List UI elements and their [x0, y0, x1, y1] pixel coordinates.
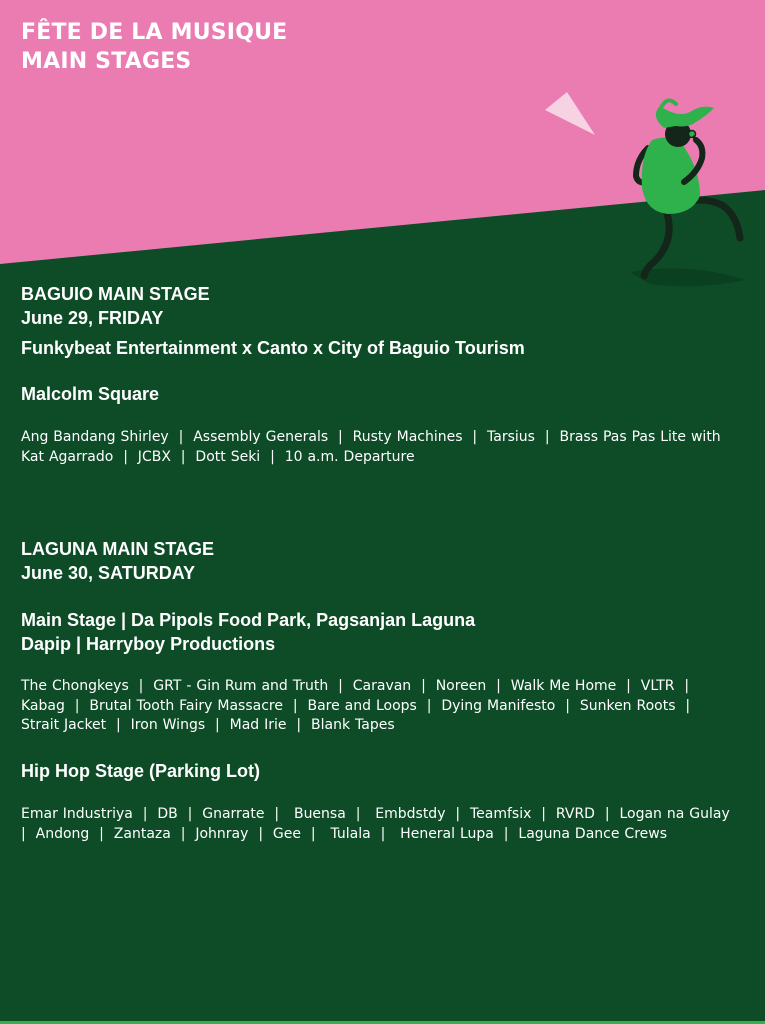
baguio-venue: Malcolm Square [21, 384, 160, 404]
laguna-stage-date: June 30, SATURDAY [21, 563, 196, 583]
hiphop-stage-title: Hip Hop Stage (Parking Lot) [21, 761, 261, 781]
baguio-stage-title: BAGUIO MAIN STAGE [21, 284, 210, 304]
baguio-organizers: Funkybeat Entertainment x Canto x City of Baguio Tourism [21, 338, 525, 358]
baguio-stage-date: June 29, FRIDAY [21, 308, 164, 328]
header-line-2: MAIN STAGES [21, 49, 192, 74]
laguna-acts-block [21, 677, 741, 736]
laguna-title-block [21, 537, 741, 585]
laguna-venue: Main Stage | Da Pipols Food Park, Pagsanjan Laguna [21, 610, 476, 630]
baguio-acts-block [21, 428, 741, 467]
baguio-title-block [21, 282, 741, 330]
hiphop-acts-block [21, 805, 741, 844]
laguna-venue-block [21, 608, 741, 656]
baguio-organizers-block [21, 336, 741, 360]
hiphop-stage-block [21, 759, 741, 783]
baguio-acts-list: Ang Bandang Shirley | Assembly Generals | Rusty Machines | Tarsius | Brass Pas Pas Lite with Kat Agarrado | JCBX | Dott Seki | 10 a.m. Departure [21, 429, 726, 465]
hiphop-acts-list: Emar Industriya | DB | Gnarrate | Buensa | Embdstdy | Teamfsix | RVRD | Logan na Gulay | Andong | Zantaza | Johnray | Gee | Tulala | Heneral Lupa | Laguna Dance Crews [21, 806, 740, 842]
poster-header [21, 18, 287, 76]
laguna-stage-title: LAGUNA MAIN STAGE [21, 539, 214, 559]
laguna-acts-list: The Chongkeys | GRT - Gin Rum and Truth | Caravan | Noreen | Walk Me Home | VLTR | Kabag | Brutal Tooth Fairy Massacre | Bare and Loops | Dying Manifesto | Sunken Roots | Strait Jacket | Iron Wings | Mad Irie | Blank Tapes [21, 678, 701, 733]
header-line-1: FÊTE DE LA MUSIQUE [21, 20, 288, 45]
baguio-venue-block [21, 382, 741, 406]
laguna-organizers: Dapip | Harryboy Productions [21, 634, 276, 654]
